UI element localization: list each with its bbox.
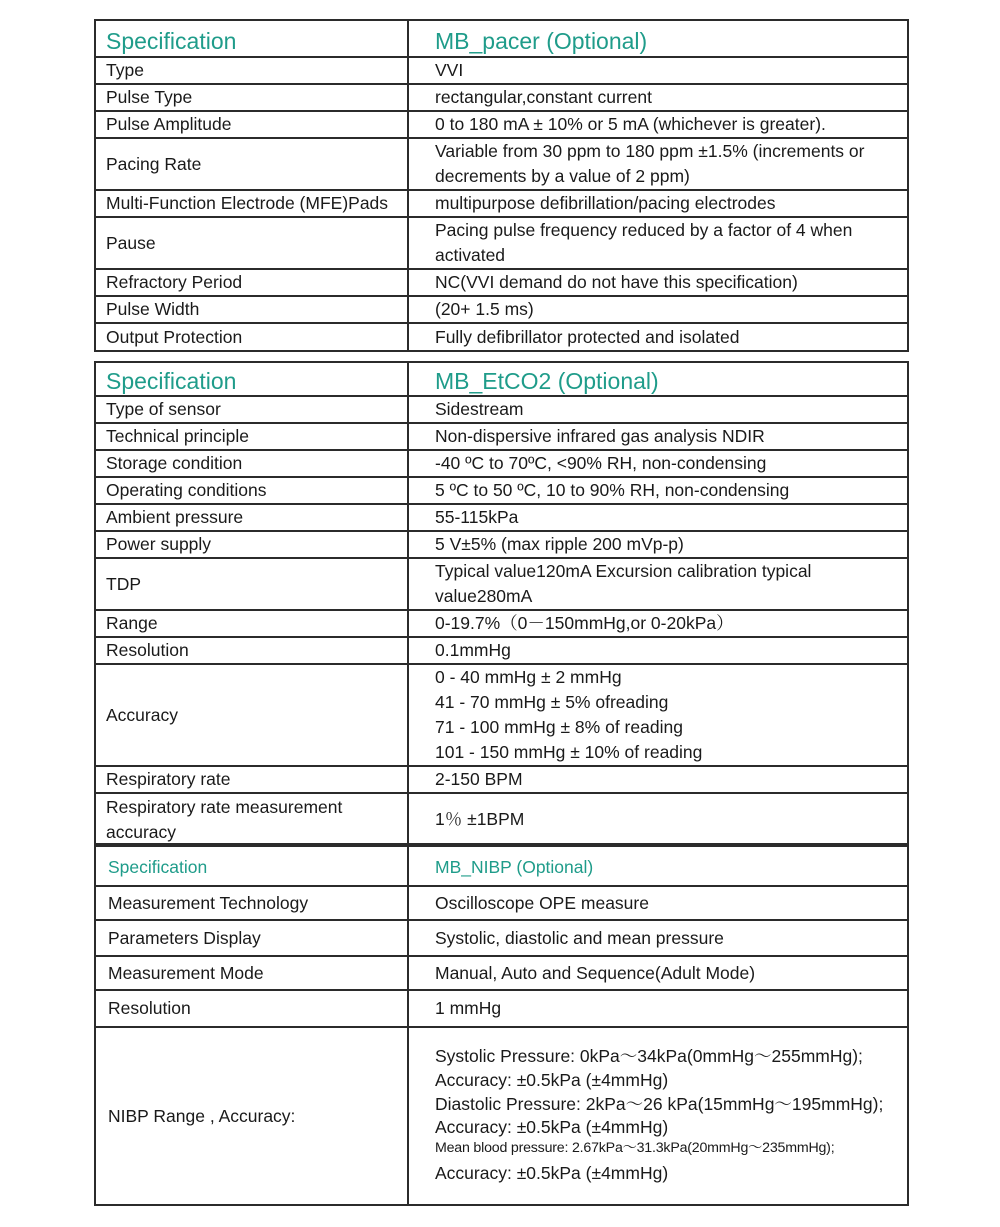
table-row (95, 990, 908, 1027)
spec-value-line: Typical value120mA Excursion calibration typical (435, 561, 812, 581)
spec-label: Technical principle (95, 423, 408, 450)
spec-value (408, 217, 908, 269)
spec-value: 5 V±5% (max ripple 200 mVp-p) (408, 531, 908, 558)
table-row (95, 269, 908, 296)
spec-value: multipurpose defibrillation/pacing electrodes (408, 190, 908, 217)
table-row (95, 956, 908, 990)
spec-value: Manual, Auto and Sequence(Adult Mode) (408, 956, 908, 990)
spec-table-pacer (94, 19, 909, 352)
header-title: MB_EtCO2 (Optional) (408, 362, 908, 396)
spec-value-line: 0 - 40 mmHg ± 2 mmHg (435, 667, 622, 687)
spec-value: 0 to 180 mA ± 10% or 5 mA (whichever is greater). (408, 111, 908, 138)
spec-value-line: value280mA (435, 586, 533, 606)
spec-value-line: Pacing pulse frequency reduced by a factor of 4 when (435, 220, 853, 240)
table-row (95, 190, 908, 217)
table-row (95, 111, 908, 138)
spec-value (408, 138, 908, 190)
table-row (95, 84, 908, 111)
spec-label: NIBP Range , Accuracy: (95, 1027, 408, 1205)
table-row (95, 1027, 908, 1205)
spec-label: Pacing Rate (95, 138, 408, 190)
spec-label: Measurement Technology (95, 886, 408, 920)
spec-label: Pause (95, 217, 408, 269)
table-row (95, 664, 908, 766)
spec-label: Operating conditions (95, 477, 408, 504)
table-row (95, 504, 908, 531)
spec-label: Type (95, 57, 408, 84)
spec-label: Accuracy (95, 664, 408, 766)
header-label: Specification (95, 362, 408, 396)
spec-label: Measurement Mode (95, 956, 408, 990)
spec-value-line: activated (435, 245, 506, 265)
spec-value-line: Systolic Pressure: 0kPa～34kPa(0mmHg～255mmHg); (435, 1046, 863, 1066)
table-row (95, 296, 908, 323)
table-row (95, 793, 908, 846)
header-label: Specification (95, 844, 408, 886)
table-row (95, 637, 908, 664)
table-row (95, 610, 908, 637)
spec-label: Range (95, 610, 408, 637)
spec-value: Fully defibrillator protected and isolated (408, 323, 908, 351)
spec-label: Respiratory rate (95, 766, 408, 793)
spec-value-line: 101 - 150 mmHg ± 10% of reading (435, 742, 703, 762)
table-header-row (95, 20, 908, 57)
spec-value: 0.1mmHg (408, 637, 908, 664)
spec-value-line: decrements by a value of 2 ppm) (435, 166, 690, 186)
spec-label: Power supply (95, 531, 408, 558)
table-header-row (95, 362, 908, 396)
spec-value-line: Accuracy: ±0.5kPa (±4mmHg) (435, 1163, 669, 1183)
spec-label: Pulse Amplitude (95, 111, 408, 138)
spec-value: NC(VVI demand do not have this specification) (408, 269, 908, 296)
spec-label: Respiratory rate measurement accuracy (95, 793, 408, 846)
spec-value: Systolic, diastolic and mean pressure (408, 920, 908, 956)
spec-value: 1％ ±1BPM (408, 793, 908, 846)
table-row (95, 138, 908, 190)
spec-label: Parameters Display (95, 920, 408, 956)
spec-value-line: 71 - 100 mmHg ± 8% of reading (435, 717, 683, 737)
spec-value: 55-115kPa (408, 504, 908, 531)
header-title: MB_NIBP (Optional) (408, 844, 908, 886)
spec-value-line: Mean blood pressure: 2.67kPa～31.3kPa(20mmHg～235mmHg); (435, 1140, 835, 1156)
table-row (95, 558, 908, 610)
spec-label: Pulse Type (95, 84, 408, 111)
spec-label: Refractory Period (95, 269, 408, 296)
spec-label: Output Protection (95, 323, 408, 351)
spec-value: Oscilloscope OPE measure (408, 886, 908, 920)
spec-value (408, 664, 908, 766)
spec-value: Non-dispersive infrared gas analysis NDIR (408, 423, 908, 450)
spec-value: -40 ºC to 70ºC, <90% RH, non-condensing (408, 450, 908, 477)
spec-label: Storage condition (95, 450, 408, 477)
header-label: Specification (95, 20, 408, 57)
spec-label: Resolution (95, 990, 408, 1027)
header-title: MB_pacer (Optional) (408, 20, 908, 57)
table-row (95, 766, 908, 793)
spec-value: 2-150 BPM (408, 766, 908, 793)
table-row (95, 920, 908, 956)
spec-label: Resolution (95, 637, 408, 664)
table-row (95, 323, 908, 351)
spec-value: 1 mmHg (408, 990, 908, 1027)
spec-value-line: Variable from 30 ppm to 180 ppm ±1.5% (increments or (435, 141, 865, 161)
spec-value: Sidestream (408, 396, 908, 423)
table-row (95, 886, 908, 920)
spec-label: TDP (95, 558, 408, 610)
table-row (95, 217, 908, 269)
spec-label: Ambient pressure (95, 504, 408, 531)
table-row (95, 423, 908, 450)
table-row (95, 450, 908, 477)
spec-label: Pulse Width (95, 296, 408, 323)
spec-value: VVI (408, 57, 908, 84)
table-header-row (95, 844, 908, 886)
spec-value-line: Accuracy: ±0.5kPa (±4mmHg) (435, 1117, 669, 1137)
spec-value (408, 1027, 908, 1205)
spec-value: 0-19.7%（0－150mmHg,or 0-20kPa） (408, 610, 908, 637)
table-row (95, 477, 908, 504)
spec-value: (20+ 1.5 ms) (408, 296, 908, 323)
table-row (95, 531, 908, 558)
spec-value (408, 558, 908, 610)
spec-value-line: 41 - 70 mmHg ± 5% ofreading (435, 692, 669, 712)
table-row (95, 57, 908, 84)
table-row (95, 396, 908, 423)
spec-value: rectangular,constant current (408, 84, 908, 111)
spec-label: Type of sensor (95, 396, 408, 423)
spec-table-nibp (94, 843, 909, 1206)
spec-value-line: Accuracy: ±0.5kPa (±4mmHg) (435, 1070, 669, 1090)
spec-value: 5 ºC to 50 ºC, 10 to 90% RH, non-condensing (408, 477, 908, 504)
spec-table-etco2 (94, 361, 909, 847)
spec-value-line: Diastolic Pressure: 2kPa～26 kPa(15mmHg～195mmHg); (435, 1094, 884, 1114)
spec-label: Multi-Function Electrode (MFE)Pads (95, 190, 408, 217)
